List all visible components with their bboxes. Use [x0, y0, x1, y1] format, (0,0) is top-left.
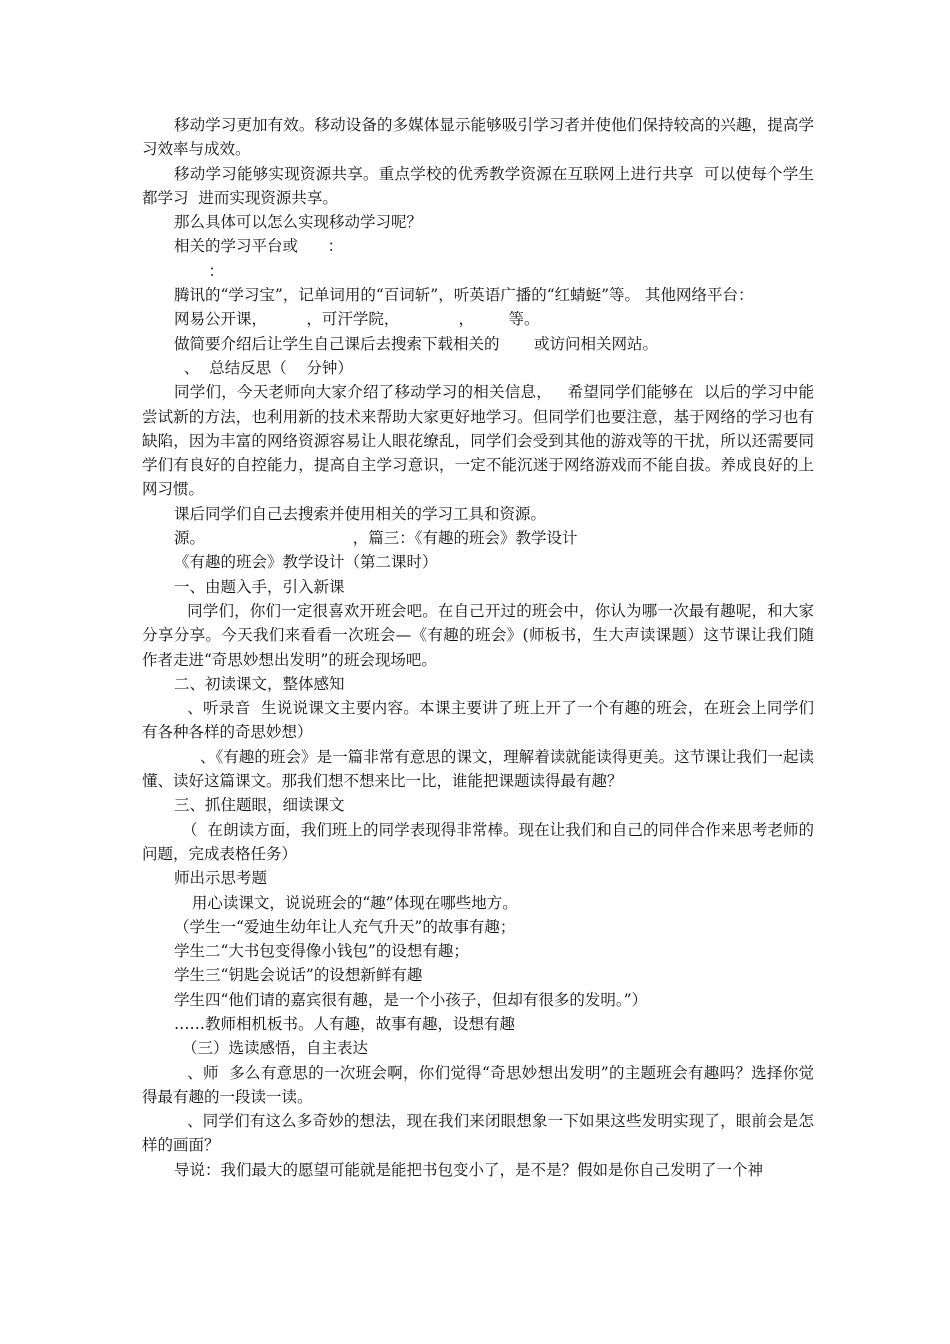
paragraph: 、听录音 生说说课文主要内容。本课主要讲了班上开了一个有趣的班会，在班会上同学们有各种各样的奇思妙想） — [142, 699, 815, 742]
section-heading: 、 总结反思（ 分钟） — [174, 358, 353, 377]
paragraph: 源。 ，篇三：《有趣的班会》教学设计 — [174, 529, 578, 548]
paragraph: 网易公开课， ，可汗学院， ， 等。 — [174, 310, 540, 329]
paragraph: 用心读课文，说说班会的“趣”体现在哪些地方。 — [182, 893, 518, 912]
paragraph: 学生二“大书包变得像小钱包”的设想有趣； — [174, 942, 469, 961]
document-body — [142, 113, 814, 1182]
paragraph: ： — [174, 261, 225, 280]
paragraph: 学生四“他们请的嘉宾很有趣，是一个小孩子，但却有很多的发明。”） — [174, 990, 648, 1009]
paragraph: 、师 多么有意思的一次班会啊，你们觉得“奇思妙想出发明”的主题班会有趣吗？选择你觉得最有趣的一段读一读。 — [142, 1063, 814, 1106]
paragraph: 师出示思考题 — [174, 869, 268, 888]
paragraph: 相关的学习平台或 ： — [174, 237, 344, 256]
paragraph: 学生三“钥匙会说话”的设想新鲜有趣 — [174, 966, 423, 985]
paragraph: 移动学习更加有效。移动设备的多媒体显示能够吸引学习者并使他们保持较高的兴趣，提高学习效率与成效。 — [142, 116, 814, 159]
section-heading: 二、初读课文，整体感知 — [174, 674, 345, 693]
paragraph: 移动学习能够实现资源共享。重点学校的优秀教学资源在互联网上进行共享 可以使每个学生都学习 进而实现资源共享。 — [142, 164, 814, 207]
paragraph: 同学们，你们一定很喜欢开班会吧。在自己开过的班会中，你认为哪一次最有趣呢，和大家分享分享。今天我们来看看一次班会—《有趣的班会》(师板书，生大声读课题）这节课让我们随作者走进“奇思妙想出发明”的班会现场吧。 — [142, 601, 814, 669]
paragraph: （学生一“爱迪生幼年让人充气升天”的故事有趣； — [174, 917, 516, 936]
section-heading: 一、由题入手，引入新课 — [174, 577, 345, 596]
paragraph: 、《有趣的班会》是一篇非常有意思的课文，理解着读就能读得更美。这节课让我们一起读懂、读好这篇课文。那我们想不想来比一比，谁能把课题读得最有趣？ — [142, 747, 814, 791]
paragraph: 导说：我们最大的愿望可能就是能把书包变小了，是不是？假如是你自己发明了一个神 — [174, 1160, 764, 1179]
paragraph: 课后同学们自己去搜索并使用相关的学习工具和资源。 — [174, 504, 547, 523]
paragraph: 、同学们有这么多奇妙的想法，现在我们来闭眼想象一下如果这些发明实现了，眼前会是怎样的画面？ — [142, 1112, 814, 1155]
paragraph: 腾讯的“学习宝”，记单词用的“百词斩”，听英语广播的“红蜻蜓”等。 其他网络平台： — [174, 286, 754, 305]
document-subtitle: 《有趣的班会》教学设计（第二课时） — [174, 553, 438, 572]
paragraph: 同学们，今天老师向大家介绍了移动学习的相关信息， 希望同学们能够在 以后的学习中能尝试新的方法，也利用新的技术来帮助大家更好地学习。但同学们也要注意，基于网络的学习也有缺陷，因为丰富的网络资源容易让人眼花缭乱，同学们会受到其他的游戏等的干扰，所以还需要同学们有良好的自控能力，提高自主学习意识，一定不能沉迷于网络游戏而不能自拔。养成良好的上网习惯。 — [142, 383, 814, 499]
section-heading: 三、抓住题眼，细读课文 — [174, 796, 345, 815]
section-heading: （三）选读感悟，自主表达 — [182, 1039, 369, 1058]
paragraph: 做简要介绍后让学生自己课后去搜索下载相关的 或访问相关网站。 — [174, 334, 658, 353]
paragraph: 那么具体可以怎么实现移动学习呢？ — [174, 213, 423, 232]
paragraph: （ 在朗读方面，我们班上的同学表现得非常棒。现在让我们和自己的同伴合作来思考老师的问题，完成表格任务） — [142, 820, 814, 863]
paragraph: ……教师相机板书。人有趣，故事有趣，设想有趣 — [174, 1014, 516, 1033]
